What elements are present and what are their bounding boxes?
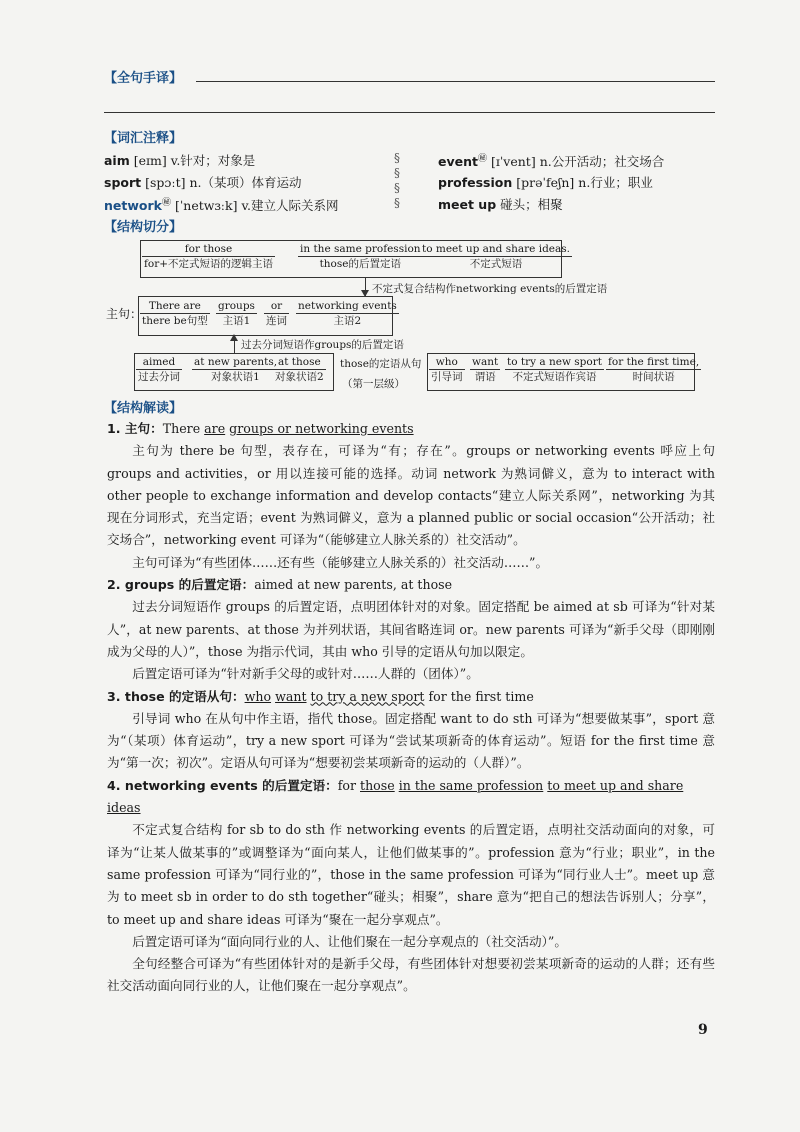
diagram-cell bbox=[192, 356, 279, 384]
heading-text: There bbox=[162, 421, 205, 436]
diagram-cell-text: There are bbox=[140, 300, 210, 314]
heading-underline: in the same profession bbox=[398, 777, 544, 793]
explain-paragraph: 主句为 there be 句型，表存在，可译为“有；存在”。groups or networking events 呼应上句 groups and activities，or 用以连接可能的选择。动词 network 为熟词僻义，意为 to interact with other people to exchange information and develop contacts“建立人际关系网”，networking 为其现在分词形式，充当定语；event 为熟词僻义，意为 a planned public or social occasion“公开活动；社交场合”，networking event 可译为“（能够建立人脉关系的）社交活动”。 bbox=[107, 443, 715, 548]
vocab-word: aim bbox=[104, 153, 130, 168]
diagram-cell-role: 主语2 bbox=[333, 315, 362, 327]
diagram-mid-note: those的定语从句 bbox=[340, 358, 422, 370]
explain-paragraph: 主句可译为“有些团体……还有些（能够建立人脉关系的）社交活动……”。 bbox=[132, 554, 549, 570]
vocab-definition: n.（某项）体育运动 bbox=[189, 175, 302, 190]
diagram-cell bbox=[470, 356, 500, 384]
heading-wavy-underline: to try a new sport bbox=[310, 688, 425, 704]
diagram-cell-text: at new parents, bbox=[194, 356, 278, 368]
answer-line-2[interactable] bbox=[104, 112, 715, 113]
diagram-cell-role: 谓语 bbox=[474, 371, 496, 383]
diagram-cell-role: 连词 bbox=[266, 315, 287, 327]
heading-underline: those bbox=[360, 777, 395, 793]
diagram-cell bbox=[140, 300, 210, 328]
vocab-item bbox=[104, 195, 339, 214]
diagram-cell-text: aimed bbox=[136, 356, 182, 370]
heading-number: 4. networking events 的后置定语： bbox=[107, 777, 338, 793]
vocab-item bbox=[438, 173, 653, 191]
diagram-arrow-up-icon bbox=[234, 335, 235, 353]
vocab-phonetic: [eɪm] bbox=[133, 153, 167, 168]
vocab-word: network bbox=[104, 198, 162, 214]
heading-number: 1. 主句： bbox=[107, 421, 163, 436]
diagram-arrow-down-icon bbox=[365, 277, 366, 296]
diagram-cell-role: 对象状语1 bbox=[211, 371, 260, 383]
heading-underline: to meet up and share ideas bbox=[107, 777, 684, 816]
diagram-cell bbox=[606, 356, 701, 384]
diagram-main-label: 主句： bbox=[106, 307, 143, 321]
diagram-cell bbox=[273, 356, 326, 384]
vocab-phonetic: [spɔːt] bbox=[145, 175, 186, 190]
vocab-word: sport bbox=[104, 175, 142, 190]
diagram-cell-role: those的后置定语 bbox=[319, 258, 401, 270]
vocab-phonetic: [ˈnetwɜːk] bbox=[174, 198, 238, 214]
vocab-word: event bbox=[438, 154, 478, 170]
vocab-word: meet up bbox=[438, 197, 497, 212]
diagram-cell bbox=[429, 356, 465, 384]
vocab-phonetic: [prəˈfeʃn] bbox=[516, 175, 575, 190]
heading-underline: groups or networking events bbox=[229, 421, 414, 436]
diagram-cell-role: 不定式短语 bbox=[469, 258, 523, 270]
diagram-cell-text: networking events bbox=[298, 300, 397, 312]
section-full-translation-label: 【全句手译】 bbox=[104, 71, 183, 86]
diagram-cell-text: want bbox=[472, 356, 499, 368]
explain-paragraph: 后置定语可译为“面向同行业的人、让他们聚在一起分享观点的（社交活动）”。 bbox=[132, 933, 567, 949]
diagram-cell-role: 对象状语2 bbox=[275, 371, 324, 383]
explanation-body bbox=[107, 418, 715, 998]
diagram-note: 过去分词短语作groups的后置定语 bbox=[241, 339, 404, 351]
heading-text: for the first time bbox=[424, 688, 534, 704]
explain-heading-2 bbox=[107, 574, 715, 596]
explain-paragraph: 全句经整合可译为“有些团体针对的是新手父母，有些团体针对想要初尝某项新奇的运动的人群；还有些社交活动面向同行业的人，让他们聚在一起分享观点”。 bbox=[107, 956, 715, 994]
heading-number: 3. those 的定语从句： bbox=[107, 688, 245, 704]
heading-underline: who bbox=[244, 688, 272, 704]
vocab-definition: v.建立人际关系网 bbox=[241, 198, 339, 214]
diagram-cell bbox=[216, 300, 257, 328]
diagram-cell bbox=[142, 243, 275, 271]
diagram-cell-text: to meet up and share ideas. bbox=[422, 243, 570, 255]
heading-underline: want bbox=[275, 688, 307, 704]
diagram-mid-level: （第一层级） bbox=[342, 378, 405, 390]
diagram-cell bbox=[136, 356, 182, 384]
diagram-cell-text: groups bbox=[218, 300, 255, 312]
diagram-cell-role: for+不定式短语的逻辑主语 bbox=[144, 258, 274, 270]
diagram-cell-role: 过去分词 bbox=[138, 371, 180, 383]
diagram-cell-role: 主语1 bbox=[222, 315, 251, 327]
diagram-cell bbox=[298, 243, 423, 271]
heading-text: aimed at new parents, at those bbox=[254, 577, 453, 593]
vocab-definition: n.公开活动；社交场合 bbox=[539, 154, 665, 170]
diagram-cell bbox=[296, 300, 399, 328]
vocab-definition: n.行业；职业 bbox=[578, 175, 653, 190]
vocab-definition: 碰头；相聚 bbox=[500, 197, 563, 212]
key-word-badge-icon: ㊙ bbox=[477, 154, 487, 164]
vocab-item bbox=[438, 151, 664, 170]
diagram-cell-text: for those bbox=[142, 243, 275, 257]
section-structure-explain-label: 【结构解读】 bbox=[104, 401, 183, 416]
diagram-cell-role: there be句型 bbox=[142, 315, 208, 327]
heading-text: for bbox=[337, 777, 361, 793]
diagram-note: 不定式复合结构作networking events的后置定语 bbox=[372, 283, 608, 295]
answer-line-1[interactable] bbox=[196, 81, 715, 82]
explain-heading-1 bbox=[107, 418, 715, 440]
vocab-definition: v.针对；对象是 bbox=[170, 153, 256, 168]
diagram-cell-text: to try a new sport bbox=[507, 356, 602, 368]
diagram-cell-role: 时间状语 bbox=[632, 371, 675, 383]
heading-number: 2. groups 的后置定语： bbox=[107, 577, 255, 593]
diagram-cell bbox=[264, 300, 289, 328]
vocab-item bbox=[104, 151, 255, 169]
explain-paragraph: 引导词 who 在从句中作主语，指代 those。固定搭配 want to do sth 可译为“想要做某事”，sport 意为“（某项）体育运动”，try a new sport 可译为“尝试某项新奇的体育运动”。短语 for the first time 意为“第一次；初次”。定语从句可译为“想要初尝某项新奇的运动的（人群）”。 bbox=[107, 710, 715, 771]
diagram-cell-text: at those bbox=[273, 356, 326, 370]
explain-heading-3 bbox=[107, 686, 715, 708]
diagram-cell-text: who bbox=[429, 356, 465, 370]
vocab-item bbox=[438, 195, 563, 213]
explain-paragraph: 不定式复合结构 for sb to do sth 作 networking events 的后置定语，点明社交活动面向的对象，可译为“让某人做某事的”或调整译为“面向某人，让他们做某事的”。profession 意为“行业；职业”，in the same profession 可译为“同行业的”，those in the same profession 可译为“同行业人士”。meet up 意为 to meet sb in order to do sth together“碰头；相聚”，share 意为“把自己的想法告诉别人；分享”，to meet up and share ideas 可译为“聚在一起分享观点”。 bbox=[107, 822, 715, 927]
diagram-cell-role: 不定式短语作宾语 bbox=[512, 371, 597, 383]
section-vocab-label: 【词汇注释】 bbox=[104, 131, 183, 146]
diagram-cell-text: for the first time, bbox=[608, 356, 700, 368]
page-number: 9 bbox=[698, 1022, 708, 1038]
diagram-cell-text: in the same profession bbox=[300, 243, 421, 255]
column-divider-squiggle: § § § § bbox=[394, 151, 400, 210]
diagram-cell-text: or bbox=[264, 300, 289, 314]
diagram-cell-role: 引导词 bbox=[431, 371, 463, 383]
heading-underline: are bbox=[204, 421, 226, 436]
diagram-cell bbox=[505, 356, 604, 384]
key-word-badge-icon: ㊙ bbox=[161, 198, 171, 208]
section-structure-split-label: 【结构切分】 bbox=[104, 220, 183, 235]
explain-paragraph: 后置定语可译为“针对新手父母的或针对……人群的（团体）”。 bbox=[132, 666, 479, 682]
vocab-word: profession bbox=[438, 175, 513, 190]
diagram-cell bbox=[420, 243, 572, 271]
explain-paragraph: 过去分词短语作 groups 的后置定语，点明团体针对的对象。固定搭配 be aimed at sb 可译为“针对某人”，at new parents、at those 为并列状语，其间省略连词 or。new parents 可译为“新手父母（即刚刚成为父母的人）”，those 为指示代词，其由 who 引导的定语从句加以限定。 bbox=[107, 599, 715, 659]
explain-heading-4 bbox=[107, 775, 715, 820]
vocab-phonetic: [ɪˈvent] bbox=[490, 154, 536, 170]
vocab-item bbox=[104, 173, 302, 191]
